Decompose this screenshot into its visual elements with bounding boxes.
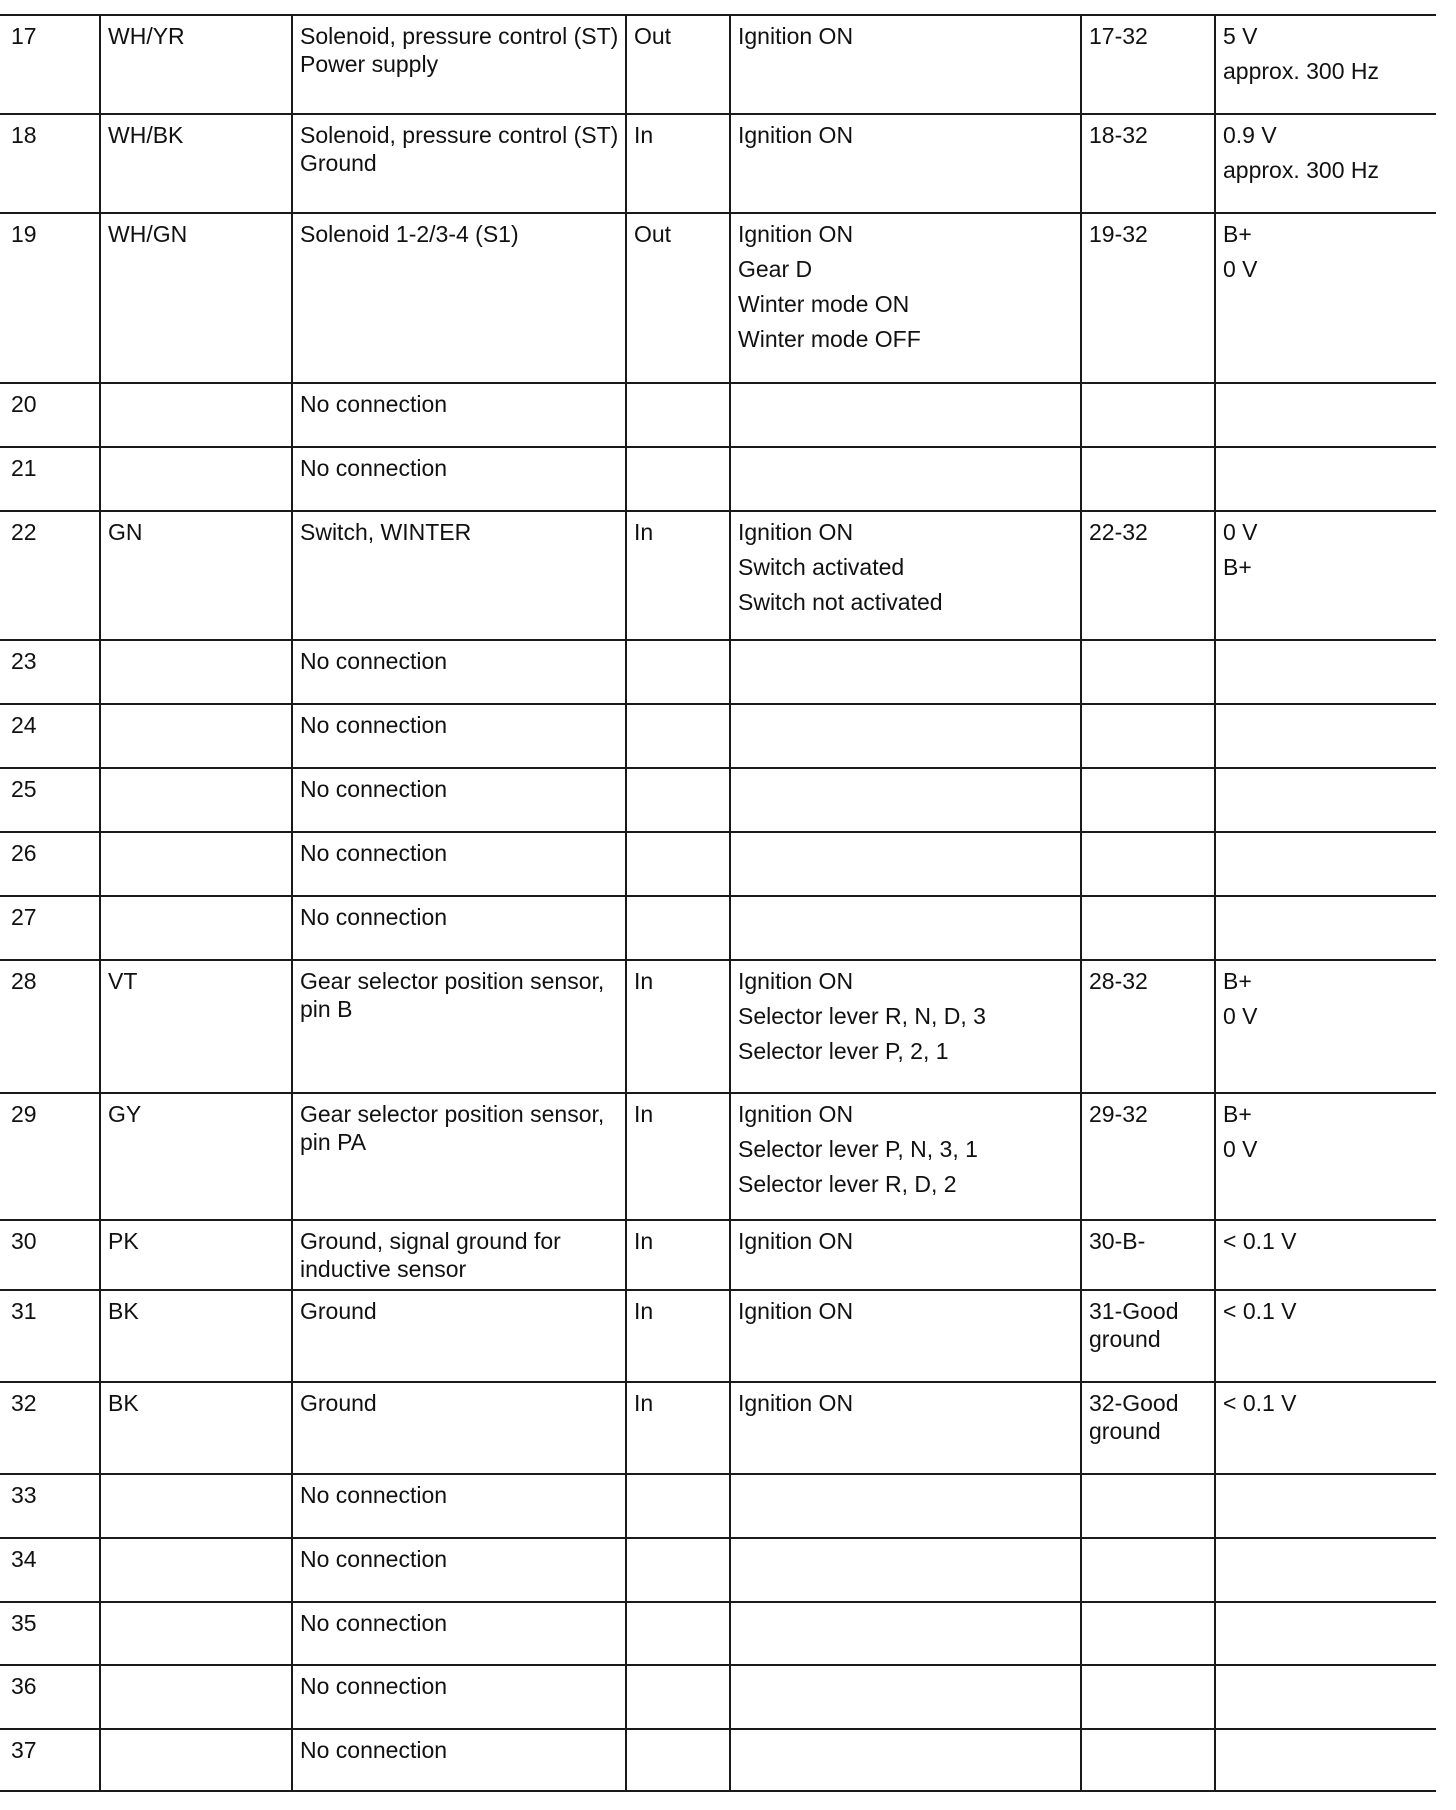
table-row — [0, 1382, 1436, 1474]
wire-color-cell: BK — [100, 1382, 292, 1474]
direction-cell: In — [626, 1382, 730, 1474]
conditions-line: Ignition ON — [738, 1298, 854, 1324]
description-cell: No connection — [292, 1474, 626, 1538]
direction-cell — [626, 1474, 730, 1538]
test-points-cell — [1081, 768, 1215, 832]
description-cell: Gear selector position sensor, pin PA — [292, 1093, 626, 1220]
conditions-cell — [730, 114, 1081, 213]
values-line: B+ — [1223, 221, 1252, 247]
conditions-cell — [730, 1729, 1081, 1791]
pin-cell: 19 — [0, 213, 100, 383]
description-cell: Solenoid, pressure control (ST) Ground — [292, 114, 626, 213]
direction-cell: In — [626, 1290, 730, 1382]
values-line: 0 V — [1223, 1003, 1258, 1029]
wire-color-cell: VT — [100, 960, 292, 1093]
values-line: < 0.1 V — [1223, 1228, 1297, 1254]
table-row — [0, 15, 1436, 114]
values-cell — [1215, 896, 1436, 960]
wire-color-cell: WH/YR — [100, 15, 292, 114]
test-points-cell: 32-Good ground — [1081, 1382, 1215, 1474]
description-cell: No connection — [292, 1602, 626, 1665]
description-cell: No connection — [292, 640, 626, 704]
pin-cell: 34 — [0, 1538, 100, 1602]
description-cell: No connection — [292, 704, 626, 768]
values-line: < 0.1 V — [1223, 1390, 1297, 1416]
pinout-table — [0, 14, 1436, 1792]
pin-cell: 17 — [0, 15, 100, 114]
description-cell: Solenoid 1-2/3-4 (S1) — [292, 213, 626, 383]
wire-color-cell — [100, 1729, 292, 1791]
conditions-cell — [730, 1093, 1081, 1220]
conditions-cell — [730, 15, 1081, 114]
values-cell — [1215, 383, 1436, 447]
values-cell — [1215, 1220, 1436, 1290]
table-row — [0, 1729, 1436, 1791]
test-points-cell: 30-B- — [1081, 1220, 1215, 1290]
conditions-line: Ignition ON — [738, 23, 854, 49]
pin-cell: 32 — [0, 1382, 100, 1474]
conditions-line: Ignition ON — [738, 122, 854, 148]
pin-cell: 31 — [0, 1290, 100, 1382]
values-cell — [1215, 832, 1436, 896]
description-cell: Solenoid, pressure control (ST) Power supply — [292, 15, 626, 114]
test-points-cell — [1081, 832, 1215, 896]
values-cell — [1215, 1474, 1436, 1538]
direction-cell — [626, 640, 730, 704]
values-cell — [1215, 1382, 1436, 1474]
test-points-cell: 19-32 — [1081, 213, 1215, 383]
direction-cell: Out — [626, 15, 730, 114]
pin-cell: 27 — [0, 896, 100, 960]
values-line: approx. 300 Hz — [1223, 157, 1379, 183]
pin-cell: 29 — [0, 1093, 100, 1220]
conditions-cell — [730, 1665, 1081, 1729]
direction-cell — [626, 768, 730, 832]
description-cell: Gear selector position sensor, pin B — [292, 960, 626, 1093]
table-row — [0, 1538, 1436, 1602]
test-points-cell — [1081, 1602, 1215, 1665]
description-cell: Ground — [292, 1382, 626, 1474]
values-line: 0.9 V — [1223, 122, 1277, 148]
table-row — [0, 1220, 1436, 1290]
pin-cell: 21 — [0, 447, 100, 511]
direction-cell — [626, 447, 730, 511]
conditions-cell — [730, 896, 1081, 960]
pin-cell: 30 — [0, 1220, 100, 1290]
wire-color-cell — [100, 896, 292, 960]
values-cell — [1215, 960, 1436, 1093]
conditions-line: Ignition ON — [738, 221, 854, 247]
values-line: 0 V — [1223, 519, 1258, 545]
wire-color-cell: GY — [100, 1093, 292, 1220]
test-points-cell — [1081, 896, 1215, 960]
pin-cell: 35 — [0, 1602, 100, 1665]
direction-cell — [626, 896, 730, 960]
direction-cell — [626, 832, 730, 896]
pin-cell: 23 — [0, 640, 100, 704]
conditions-cell — [730, 511, 1081, 640]
description-cell: Switch, WINTER — [292, 511, 626, 640]
pin-cell: 25 — [0, 768, 100, 832]
conditions-cell — [730, 1220, 1081, 1290]
wire-color-cell: GN — [100, 511, 292, 640]
conditions-cell — [730, 1290, 1081, 1382]
wire-color-cell: BK — [100, 1290, 292, 1382]
table-row — [0, 447, 1436, 511]
description-cell: No connection — [292, 768, 626, 832]
wire-color-cell — [100, 1665, 292, 1729]
table-row — [0, 704, 1436, 768]
description-cell: No connection — [292, 383, 626, 447]
conditions-cell — [730, 640, 1081, 704]
conditions-line: Winter mode OFF — [738, 326, 921, 352]
conditions-cell — [730, 768, 1081, 832]
wire-color-cell — [100, 832, 292, 896]
test-points-cell — [1081, 447, 1215, 511]
conditions-cell — [730, 1602, 1081, 1665]
pin-cell: 36 — [0, 1665, 100, 1729]
test-points-cell — [1081, 704, 1215, 768]
pin-cell: 26 — [0, 832, 100, 896]
test-points-cell — [1081, 1665, 1215, 1729]
values-cell — [1215, 114, 1436, 213]
wire-color-cell — [100, 1474, 292, 1538]
conditions-line: Gear D — [738, 256, 813, 282]
description-cell: No connection — [292, 896, 626, 960]
table-row — [0, 114, 1436, 213]
test-points-cell — [1081, 1538, 1215, 1602]
wire-color-cell: WH/BK — [100, 114, 292, 213]
table-row — [0, 1665, 1436, 1729]
description-cell: No connection — [292, 447, 626, 511]
conditions-line: Ignition ON — [738, 1228, 854, 1254]
conditions-cell — [730, 1382, 1081, 1474]
conditions-line: Selector lever R, N, D, 3 — [738, 1003, 986, 1029]
direction-cell: In — [626, 1220, 730, 1290]
table-row — [0, 1602, 1436, 1665]
conditions-line: Selector lever P, 2, 1 — [738, 1038, 949, 1064]
conditions-cell — [730, 447, 1081, 511]
direction-cell — [626, 1602, 730, 1665]
conditions-cell — [730, 213, 1081, 383]
values-cell — [1215, 1538, 1436, 1602]
conditions-line: Selector lever R, D, 2 — [738, 1171, 957, 1197]
test-points-cell — [1081, 640, 1215, 704]
values-cell — [1215, 1665, 1436, 1729]
table-row — [0, 832, 1436, 896]
pinout-table-body — [0, 15, 1436, 1791]
values-cell — [1215, 1602, 1436, 1665]
values-line: approx. 300 Hz — [1223, 58, 1379, 84]
conditions-line: Selector lever P, N, 3, 1 — [738, 1136, 978, 1162]
conditions-cell — [730, 960, 1081, 1093]
conditions-cell — [730, 704, 1081, 768]
description-cell: No connection — [292, 1729, 626, 1791]
pin-cell: 24 — [0, 704, 100, 768]
conditions-line: Switch not activated — [738, 589, 943, 615]
test-points-cell: 29-32 — [1081, 1093, 1215, 1220]
test-points-cell: 18-32 — [1081, 114, 1215, 213]
conditions-cell — [730, 1538, 1081, 1602]
table-row — [0, 1474, 1436, 1538]
table-row — [0, 960, 1436, 1093]
values-line: < 0.1 V — [1223, 1298, 1297, 1324]
wire-color-cell — [100, 1538, 292, 1602]
description-cell: No connection — [292, 832, 626, 896]
conditions-line: Winter mode ON — [738, 291, 910, 317]
table-row — [0, 511, 1436, 640]
direction-cell — [626, 1538, 730, 1602]
direction-cell — [626, 1665, 730, 1729]
direction-cell: In — [626, 114, 730, 213]
values-cell — [1215, 1093, 1436, 1220]
conditions-line: Ignition ON — [738, 1101, 854, 1127]
wire-color-cell — [100, 1602, 292, 1665]
test-points-cell: 22-32 — [1081, 511, 1215, 640]
values-cell — [1215, 768, 1436, 832]
conditions-cell — [730, 1474, 1081, 1538]
wire-color-cell — [100, 383, 292, 447]
values-cell — [1215, 447, 1436, 511]
values-cell — [1215, 511, 1436, 640]
values-line: B+ — [1223, 1101, 1252, 1127]
values-cell — [1215, 213, 1436, 383]
wire-color-cell — [100, 768, 292, 832]
table-row — [0, 640, 1436, 704]
table-row — [0, 896, 1436, 960]
values-cell — [1215, 1729, 1436, 1791]
description-cell: Ground — [292, 1290, 626, 1382]
conditions-line: Ignition ON — [738, 519, 854, 545]
values-line: B+ — [1223, 554, 1252, 580]
pin-cell: 22 — [0, 511, 100, 640]
direction-cell — [626, 383, 730, 447]
table-row — [0, 768, 1436, 832]
values-line: B+ — [1223, 968, 1252, 994]
conditions-line: Switch activated — [738, 554, 905, 580]
pin-cell: 37 — [0, 1729, 100, 1791]
table-row — [0, 383, 1436, 447]
wire-color-cell — [100, 447, 292, 511]
conditions-line: Ignition ON — [738, 1390, 854, 1416]
conditions-line: Ignition ON — [738, 968, 854, 994]
conditions-cell — [730, 832, 1081, 896]
wire-color-cell: WH/GN — [100, 213, 292, 383]
direction-cell: In — [626, 1093, 730, 1220]
table-row — [0, 1093, 1436, 1220]
values-cell — [1215, 1290, 1436, 1382]
direction-cell: Out — [626, 213, 730, 383]
conditions-cell — [730, 383, 1081, 447]
table-row — [0, 213, 1436, 383]
pin-cell: 20 — [0, 383, 100, 447]
wire-color-cell: PK — [100, 1220, 292, 1290]
values-line: 5 V — [1223, 23, 1258, 49]
direction-cell — [626, 704, 730, 768]
values-cell — [1215, 15, 1436, 114]
test-points-cell — [1081, 1474, 1215, 1538]
table-row — [0, 1290, 1436, 1382]
pin-cell: 18 — [0, 114, 100, 213]
values-line: 0 V — [1223, 1136, 1258, 1162]
test-points-cell — [1081, 383, 1215, 447]
test-points-cell: 31-Good ground — [1081, 1290, 1215, 1382]
direction-cell: In — [626, 960, 730, 1093]
test-points-cell: 28-32 — [1081, 960, 1215, 1093]
description-cell: No connection — [292, 1538, 626, 1602]
test-points-cell — [1081, 1729, 1215, 1791]
values-cell — [1215, 704, 1436, 768]
direction-cell — [626, 1729, 730, 1791]
description-cell: No connection — [292, 1665, 626, 1729]
wire-color-cell — [100, 704, 292, 768]
test-points-cell: 17-32 — [1081, 15, 1215, 114]
wire-color-cell — [100, 640, 292, 704]
pin-cell: 28 — [0, 960, 100, 1093]
values-line: 0 V — [1223, 256, 1258, 282]
direction-cell: In — [626, 511, 730, 640]
values-cell — [1215, 640, 1436, 704]
pin-cell: 33 — [0, 1474, 100, 1538]
description-cell: Ground, signal ground for inductive sensor — [292, 1220, 626, 1290]
